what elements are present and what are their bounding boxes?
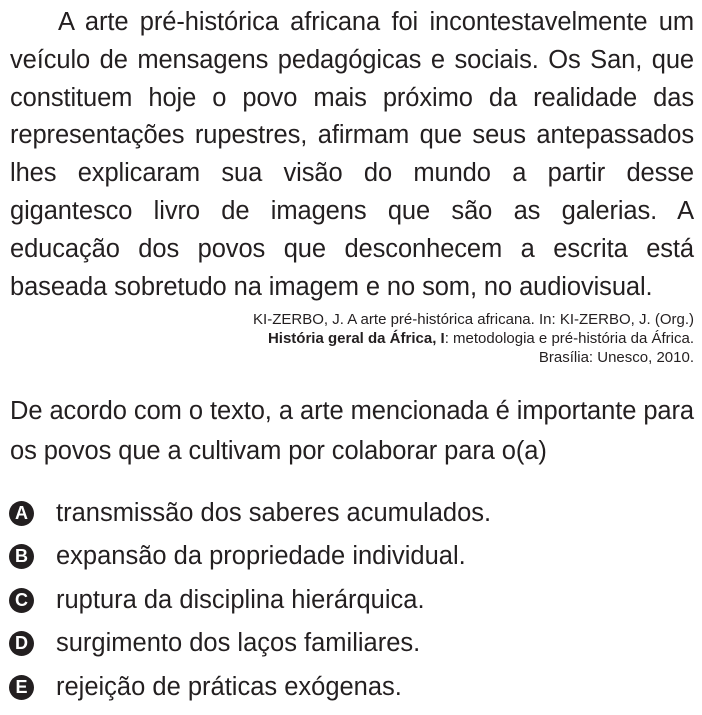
option-c-letter-badge: C [9,588,34,613]
citation-line-2-rest: : metodologia e pré-história da África. [444,330,694,348]
option-c-text: ruptura da disciplina hierárquica. [56,585,425,614]
citation-line-1: KI-ZERBO, J. A arte pré-histórica africana. In: KI-ZERBO, J. (Org.) [253,311,694,329]
option-d-letter-badge: D [9,631,34,656]
option-e[interactable] [10,665,694,709]
option-d-text: surgimento dos laços familiares. [56,629,421,658]
citation [10,310,694,367]
option-b-letter-badge: B [9,544,34,569]
option-e-text: rejeição de práticas exógenas. [56,672,402,701]
option-c[interactable] [10,578,694,622]
option-a-text: transmissão dos saberes acumulados. [56,498,492,527]
citation-book-title: História geral da África, I [267,330,445,348]
passage-text: A arte pré-histórica africana foi incontestavelmente um veículo de mensagens pedagógicas e sociais. Os San, que constituem hoje o povo mais próximo da realidade das representações rupestres, afirmam que seus antepassados lhes explicaram sua visão do mundo a partir desse gigantesco livro de imagens que são as galerias. A educação dos povos que desconhecem a escrita está baseada sobretudo na imagem e no som, no audiovisual. [10,8,694,301]
option-b[interactable] [10,535,694,579]
option-a-letter-badge: A [9,501,34,526]
option-d[interactable] [10,622,694,666]
question-stem: De acordo com o texto, a arte mencionada é importante para os povos que a cultivam por colaborar para o(a) [10,397,694,466]
option-b-text: expansão da propriedade individual. [56,542,466,571]
option-a[interactable] [10,491,694,535]
citation-line-2 [10,329,694,348]
answer-options [10,491,694,709]
question-page [10,0,694,709]
option-e-letter-badge: E [9,675,34,700]
citation-line-3: Brasília: Unesco, 2010. [538,349,694,367]
